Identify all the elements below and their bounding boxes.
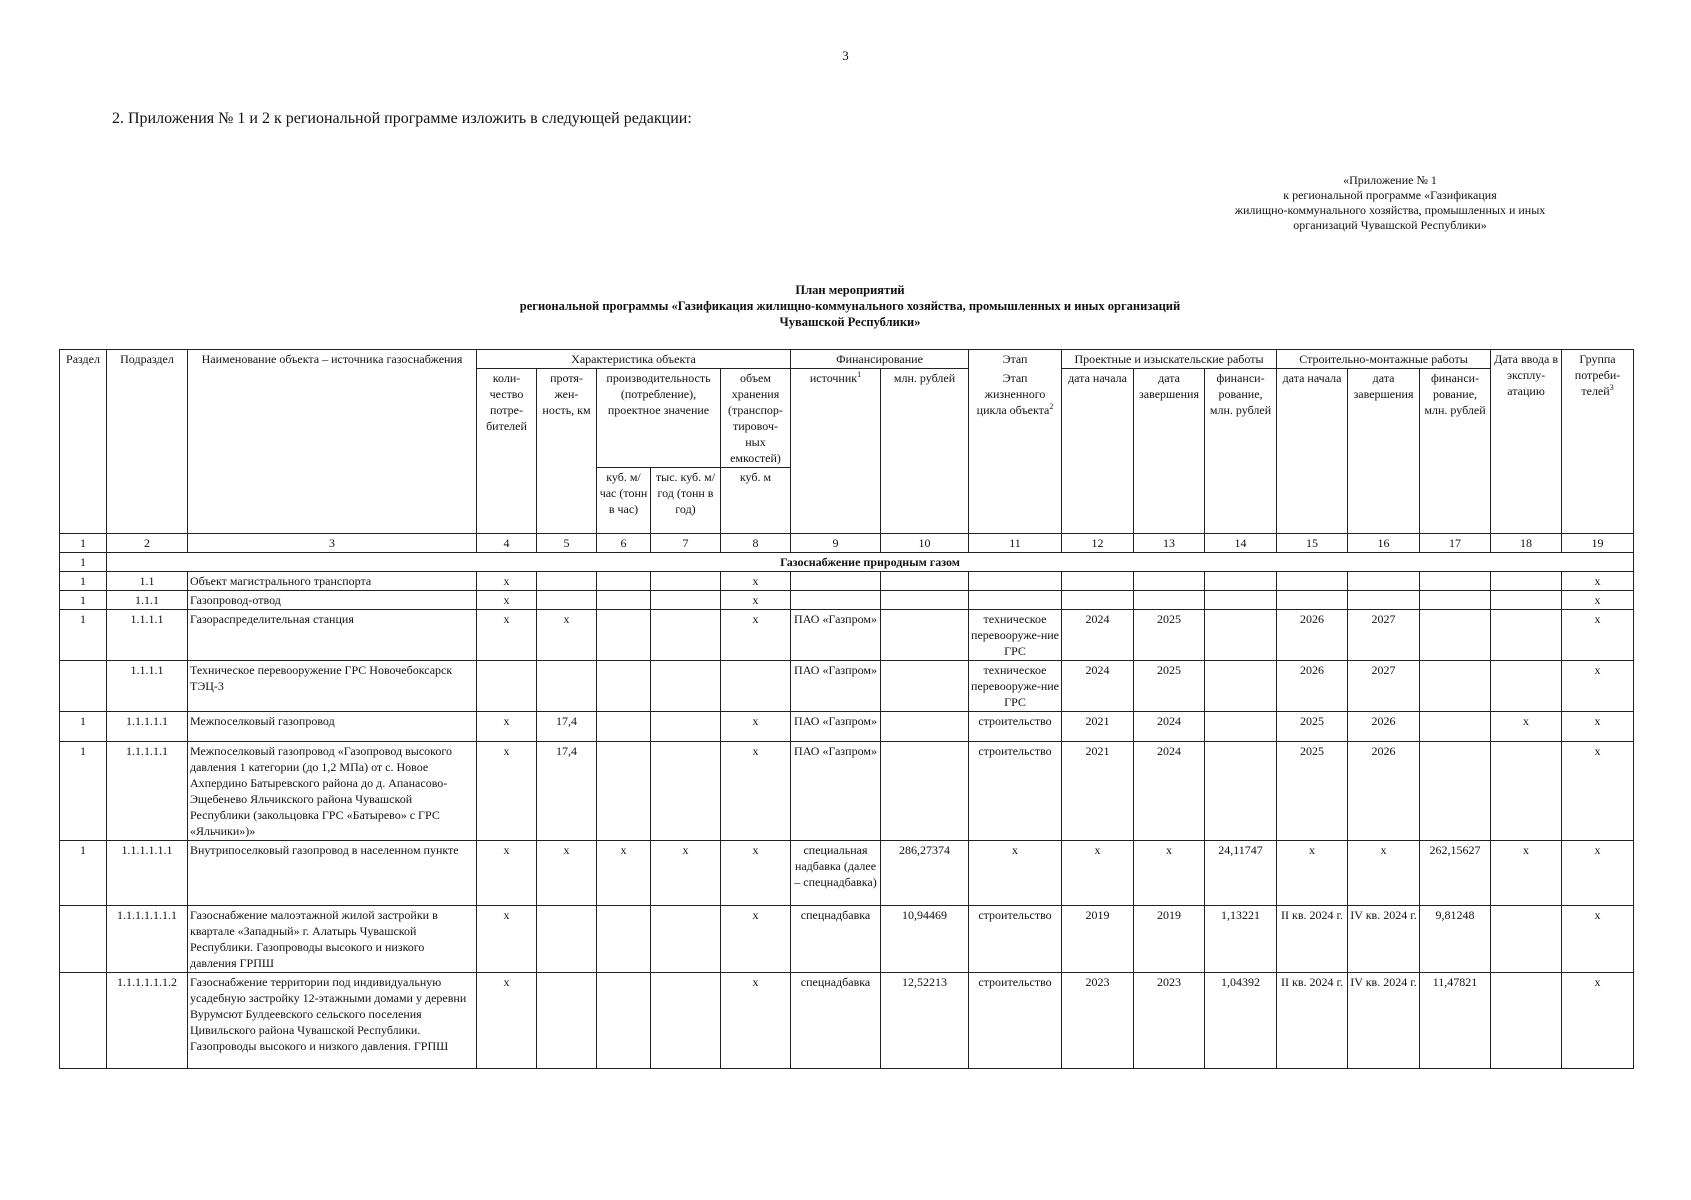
- plan-title-line: региональной программы «Газификация жилищно-коммунального хозяйства, промышленных и иных организаций: [519, 299, 1181, 313]
- table-cell: Объект магистрального транспорта: [188, 572, 477, 591]
- plan-title: [380, 282, 1320, 330]
- header-construction-date-end: дата завершения: [1348, 369, 1420, 534]
- table-cell: х: [1562, 591, 1634, 610]
- table-cell: [1420, 742, 1491, 841]
- header-construction-date-start: дата начала: [1277, 369, 1348, 534]
- header-financing: Финансирование: [791, 350, 969, 369]
- table-cell: 2027: [1348, 661, 1420, 712]
- table-cell: [1348, 591, 1420, 610]
- table-cell: [597, 661, 651, 712]
- plan-table: [59, 349, 1634, 1069]
- table-cell: [537, 661, 597, 712]
- table-cell: Межпоселковый газопровод «Газопровод высокого давления 1 категории (до 1,2 МПа) от с. Новое Ахпердино Батыревского района до д. Апанасово-Эщебенево Яльчикского района Чувашской Республики (закольцовка ГРС «Батырево» с ГРС «Яльчики»)»: [188, 742, 477, 841]
- table-cell: х: [537, 841, 597, 906]
- header-unit-m3y: тыс. куб. м/год (тонн в год): [651, 468, 721, 534]
- section-row: [60, 553, 1634, 572]
- table-cell: х: [721, 572, 791, 591]
- header-source: [791, 369, 881, 534]
- table-cell: ПАО «Газпром»: [791, 610, 881, 661]
- table-cell: строительство: [969, 742, 1062, 841]
- table-cell: техническое перевооруже-ние ГРС: [969, 610, 1062, 661]
- table-cell: [881, 610, 969, 661]
- header-lifecycle: [969, 369, 1062, 534]
- table-cell: [597, 572, 651, 591]
- table-row: [60, 712, 1634, 742]
- table-cell: [1348, 572, 1420, 591]
- table-cell: 2025: [1134, 661, 1205, 712]
- table-cell: 1: [60, 610, 107, 661]
- table-cell: 2026: [1277, 661, 1348, 712]
- table-cell: [60, 906, 107, 973]
- header-lifecycle-top: Этап: [969, 350, 1062, 369]
- table-cell: [1420, 572, 1491, 591]
- table-row: [60, 973, 1634, 1069]
- table-cell: х: [1562, 712, 1634, 742]
- column-number: 3: [188, 534, 477, 553]
- header-design-date-end: дата завершения: [1134, 369, 1205, 534]
- table-row: [60, 572, 1634, 591]
- table-cell: специальная надбавка (далее – спецнадбавка): [791, 841, 881, 906]
- header-consumer-group: [1562, 350, 1634, 534]
- table-cell: 1.1.1.1: [107, 610, 188, 661]
- table-cell: [597, 906, 651, 973]
- table-cell: х: [1134, 841, 1205, 906]
- table-cell: [1277, 591, 1348, 610]
- table-cell: х: [721, 591, 791, 610]
- header-construction-financing: финанси-рование, млн. рублей: [1420, 369, 1491, 534]
- table-cell: х: [1348, 841, 1420, 906]
- table-cell: [60, 661, 107, 712]
- column-number: 5: [537, 534, 597, 553]
- table-cell: х: [477, 610, 537, 661]
- table-cell: 2024: [1062, 661, 1134, 712]
- table-cell: [651, 973, 721, 1069]
- header-razdel: Раздел: [60, 350, 107, 534]
- table-cell: 1.1.1.1.1: [107, 712, 188, 742]
- header-characteristics: Характеристика объекта: [477, 350, 791, 369]
- table-cell: х: [477, 906, 537, 973]
- table-cell: [597, 591, 651, 610]
- table-cell: 1.1.1.1.1.1.1: [107, 906, 188, 973]
- table-cell: [1062, 572, 1134, 591]
- table-cell: х: [477, 572, 537, 591]
- table-cell: [597, 712, 651, 742]
- page-number: 3: [842, 48, 849, 63]
- table-cell: [1491, 973, 1562, 1069]
- table-cell: 2019: [1134, 906, 1205, 973]
- table-cell: 1: [60, 712, 107, 742]
- table-cell: [969, 591, 1062, 610]
- table-cell: [597, 973, 651, 1069]
- table-cell: х: [537, 610, 597, 661]
- column-number: 19: [1562, 534, 1634, 553]
- column-number: 8: [721, 534, 791, 553]
- table-cell: х: [477, 742, 537, 841]
- table-cell: 262,15627: [1420, 841, 1491, 906]
- table-cell: х: [1491, 712, 1562, 742]
- appendix-line: организаций Чувашской Республики»: [1293, 218, 1487, 232]
- table-cell: [537, 973, 597, 1069]
- table-cell: 2026: [1348, 742, 1420, 841]
- table-cell: 2021: [1062, 712, 1134, 742]
- table-cell: [651, 591, 721, 610]
- table-cell: Газоснабжение малоэтажной жилой застройки в квартале «Западный» г. Алатырь Чувашской Республики. Газопроводы высокого и низкого давления ГРПШ: [188, 906, 477, 973]
- header-storage: объем хранения (транспор-тировоч-ных емкостей): [721, 369, 791, 468]
- column-number: 1: [60, 534, 107, 553]
- footnote-1: 1: [857, 370, 862, 379]
- table-cell: 17,4: [537, 712, 597, 742]
- table-cell: 2023: [1134, 973, 1205, 1069]
- appendix-line: жилищно-коммунального хозяйства, промышленных и иных: [1234, 203, 1546, 217]
- table-cell: [597, 742, 651, 841]
- table-cell: [651, 906, 721, 973]
- table-cell: строительство: [969, 973, 1062, 1069]
- table-cell: [881, 661, 969, 712]
- table-cell: [537, 572, 597, 591]
- column-number-row: [60, 534, 1634, 553]
- table-cell: [1491, 610, 1562, 661]
- table-cell: [1205, 742, 1277, 841]
- table-cell: [969, 572, 1062, 591]
- table-cell: [651, 712, 721, 742]
- table-cell: 9,81248: [1420, 906, 1491, 973]
- plan-title-line: План мероприятий: [795, 283, 905, 297]
- table-cell: 2027: [1348, 610, 1420, 661]
- table-cell: [477, 661, 537, 712]
- table-cell: 2025: [1277, 712, 1348, 742]
- table-row: [60, 742, 1634, 841]
- header-consumer-group-text: Группа потреби-телей: [1574, 352, 1621, 398]
- table-cell: 1.1.1.1.1.1.2: [107, 973, 188, 1069]
- table-cell: [1420, 591, 1491, 610]
- table-cell: х: [1562, 973, 1634, 1069]
- table-cell: [791, 572, 881, 591]
- table-cell: 10,94469: [881, 906, 969, 973]
- table-cell: техническое перевооруже-ние ГРС: [969, 661, 1062, 712]
- table-cell: [1420, 610, 1491, 661]
- column-number: 9: [791, 534, 881, 553]
- table-cell: 1,04392: [1205, 973, 1277, 1069]
- table-cell: [1205, 610, 1277, 661]
- table-cell: 2024: [1134, 742, 1205, 841]
- header-consumers-count: коли-чество потре-бителей: [477, 369, 537, 534]
- table-cell: [651, 610, 721, 661]
- table-cell: 2024: [1062, 610, 1134, 661]
- table-row: [60, 610, 1634, 661]
- table-cell: х: [1562, 572, 1634, 591]
- header-design-works: Проектные и изыскательские работы: [1062, 350, 1277, 369]
- table-cell: [1205, 572, 1277, 591]
- column-number: 18: [1491, 534, 1562, 553]
- table-cell: IV кв. 2024 г.: [1348, 973, 1420, 1069]
- header-commission-date: Дата ввода в эксплу-атацию: [1491, 350, 1562, 534]
- table-cell: спецнадбавка: [791, 973, 881, 1069]
- table-cell: ПАО «Газпром»: [791, 661, 881, 712]
- table-cell: [1420, 712, 1491, 742]
- table-cell: [1205, 591, 1277, 610]
- column-number: 17: [1420, 534, 1491, 553]
- column-number: 15: [1277, 534, 1348, 553]
- table-cell: Межпоселковый газопровод: [188, 712, 477, 742]
- header-design-date-start: дата начала: [1062, 369, 1134, 534]
- column-number: 10: [881, 534, 969, 553]
- header-unit-m3: куб. м: [721, 468, 791, 534]
- table-cell: х: [1562, 841, 1634, 906]
- footnote-3: 3: [1609, 383, 1614, 392]
- table-cell: [1491, 661, 1562, 712]
- table-cell: IV кв. 2024 г.: [1348, 906, 1420, 973]
- table-cell: [881, 572, 969, 591]
- table-cell: х: [477, 591, 537, 610]
- table-cell: [651, 661, 721, 712]
- table-cell: [651, 572, 721, 591]
- table-cell: х: [1562, 906, 1634, 973]
- footnote-2: 2: [1049, 401, 1054, 411]
- table-cell: Газораспределительная станция: [188, 610, 477, 661]
- table-cell: 1: [60, 841, 107, 906]
- table-cell: [721, 661, 791, 712]
- table-cell: х: [477, 841, 537, 906]
- table-cell: 1.1.1.1.1: [107, 742, 188, 841]
- table-cell: 1: [60, 572, 107, 591]
- table-cell: 2021: [1062, 742, 1134, 841]
- table-cell: Внутрипоселковый газопровод в населенном пункте: [188, 841, 477, 906]
- table-cell: х: [477, 712, 537, 742]
- table-cell: х: [1562, 610, 1634, 661]
- table-cell: Техническое перевооружение ГРС Новочебоксарск ТЭЦ-3: [188, 661, 477, 712]
- table-cell: II кв. 2024 г.: [1277, 906, 1348, 973]
- table-cell: [1205, 661, 1277, 712]
- section-razdel: 1: [60, 553, 107, 572]
- table-cell: [1205, 712, 1277, 742]
- plan-title-line: Чувашской Республики»: [779, 315, 921, 329]
- column-number: 2: [107, 534, 188, 553]
- table-cell: II кв. 2024 г.: [1277, 973, 1348, 1069]
- table-cell: 24,11747: [1205, 841, 1277, 906]
- table-cell: [881, 712, 969, 742]
- table-cell: ПАО «Газпром»: [791, 712, 881, 742]
- table-cell: [1491, 906, 1562, 973]
- table-cell: х: [969, 841, 1062, 906]
- section-title: Газоснабжение природным газом: [107, 553, 1634, 572]
- table-cell: 1: [60, 591, 107, 610]
- table-cell: х: [721, 712, 791, 742]
- table-cell: х: [477, 973, 537, 1069]
- table-cell: [1134, 591, 1205, 610]
- appendix-header: [1205, 173, 1575, 233]
- table-row: [60, 591, 1634, 610]
- table-cell: х: [1562, 742, 1634, 841]
- table-cell: х: [1062, 841, 1134, 906]
- table-cell: строительство: [969, 906, 1062, 973]
- table-cell: х: [721, 973, 791, 1069]
- table-cell: [537, 591, 597, 610]
- table-cell: 1,13221: [1205, 906, 1277, 973]
- table-cell: 2025: [1134, 610, 1205, 661]
- table-cell: [597, 610, 651, 661]
- header-design-financing: финанси-рование, млн. рублей: [1205, 369, 1277, 534]
- appendix-line: к региональной программе «Газификация: [1283, 188, 1497, 202]
- table-cell: [537, 906, 597, 973]
- table-cell: 2026: [1348, 712, 1420, 742]
- table-cell: 286,27374: [881, 841, 969, 906]
- table-cell: 12,52213: [881, 973, 969, 1069]
- table-cell: 1.1.1: [107, 591, 188, 610]
- table-cell: [651, 742, 721, 841]
- table-cell: 2024: [1134, 712, 1205, 742]
- header-lifecycle-text: Этап жизненного цикла объекта: [976, 370, 1050, 417]
- table-row: [60, 661, 1634, 712]
- table-cell: 11,47821: [1420, 973, 1491, 1069]
- table-cell: 2026: [1277, 610, 1348, 661]
- table-cell: х: [651, 841, 721, 906]
- table-cell: 2025: [1277, 742, 1348, 841]
- intro-text: 2. Приложения № 1 и 2 к региональной программе изложить в следующей редакции:: [112, 110, 692, 127]
- header-unit-m3h: куб. м/час (тонн в час): [597, 468, 651, 534]
- column-number: 7: [651, 534, 721, 553]
- table-cell: 2019: [1062, 906, 1134, 973]
- header-capacity: производительность (потребление), проектное значение: [597, 369, 721, 468]
- column-number: 11: [969, 534, 1062, 553]
- column-number: 13: [1134, 534, 1205, 553]
- header-construction-works: Строительно-монтажные работы: [1277, 350, 1491, 369]
- column-number: 16: [1348, 534, 1420, 553]
- table-cell: х: [721, 906, 791, 973]
- table-cell: х: [721, 610, 791, 661]
- table-cell: [881, 591, 969, 610]
- column-number: 12: [1062, 534, 1134, 553]
- table-cell: 1.1: [107, 572, 188, 591]
- table-body: [60, 572, 1634, 1069]
- table-cell: 2023: [1062, 973, 1134, 1069]
- table-cell: [1491, 572, 1562, 591]
- table-cell: х: [721, 742, 791, 841]
- column-number: 14: [1205, 534, 1277, 553]
- table-cell: х: [1562, 661, 1634, 712]
- table-cell: [1491, 742, 1562, 841]
- table-cell: 17,4: [537, 742, 597, 841]
- header-mln-rub: млн. рублей: [881, 369, 969, 534]
- column-number: 4: [477, 534, 537, 553]
- table-cell: Газоснабжение территории под индивидуальную усадебную застройку 12-этажными домами у деревни Вурумсют Булдеевского сельского поселения Цивильского района Чувашской Республики. Газопроводы высокого и низкого давления. ГРПШ: [188, 973, 477, 1069]
- table-cell: спецнадбавка: [791, 906, 881, 973]
- table-cell: Газопровод-отвод: [188, 591, 477, 610]
- table-cell: [1420, 661, 1491, 712]
- header-podrazdel: Подраздел: [107, 350, 188, 534]
- table-cell: [881, 742, 969, 841]
- header-name: Наименование объекта – источника газоснабжения: [188, 350, 477, 534]
- table-cell: строительство: [969, 712, 1062, 742]
- table-cell: х: [1491, 841, 1562, 906]
- table-cell: [1062, 591, 1134, 610]
- table-cell: х: [597, 841, 651, 906]
- table-row: [60, 841, 1634, 906]
- table-cell: [1277, 572, 1348, 591]
- table-cell: [791, 591, 881, 610]
- table-cell: х: [721, 841, 791, 906]
- table-cell: [1491, 591, 1562, 610]
- header-source-text: источник: [809, 371, 858, 385]
- table-cell: [60, 973, 107, 1069]
- appendix-line: «Приложение № 1: [1343, 173, 1437, 187]
- table-row: [60, 906, 1634, 973]
- table-cell: 1.1.1.1: [107, 661, 188, 712]
- table-cell: 1: [60, 742, 107, 841]
- column-number: 6: [597, 534, 651, 553]
- table-cell: х: [1277, 841, 1348, 906]
- table-cell: ПАО «Газпром»: [791, 742, 881, 841]
- table-cell: [1134, 572, 1205, 591]
- table-cell: 1.1.1.1.1.1: [107, 841, 188, 906]
- header-length: протя-жен-ность, км: [537, 369, 597, 534]
